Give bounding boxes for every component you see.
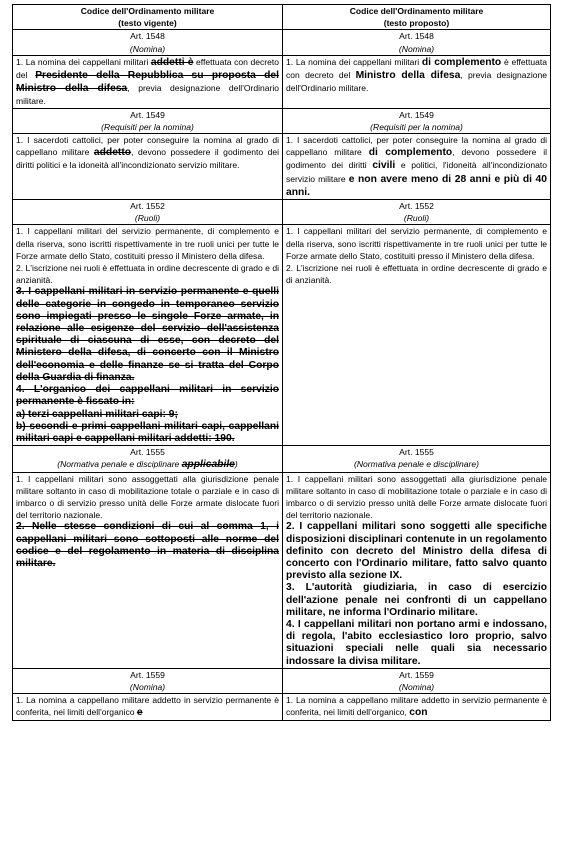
comma-1: 1. La nomina a cappellano militare addetto in servizio permanente è conferita, nei limiti dell'organico, con <box>286 695 547 719</box>
deleted-text: addetto <box>93 147 132 159</box>
inserted-text: di complemento <box>368 147 453 159</box>
article-number: Art. 1549 <box>399 109 434 120</box>
right-article-heading <box>283 668 551 693</box>
inserted-comma-2: 2. I cappellani militari sono soggetti alle specifiche disposizioni disciplinari contenute in un regolamento definito con decreto del Ministro della difesa di concerto con l'Ordinario militare, fatto salvo quanto previsto alla sezione IX. <box>286 521 547 582</box>
right-article-text <box>283 55 551 108</box>
comparison-table <box>12 4 551 721</box>
left-article-text <box>13 55 283 108</box>
comma-2: 2. L'iscrizione nei ruoli è effettuata in ordine decrescente di grado e di anzianità. <box>16 263 279 286</box>
article-text-row <box>13 694 551 720</box>
article-number: Art. 1555 <box>399 447 434 458</box>
right-article-text <box>283 134 551 200</box>
right-column-header <box>283 5 551 30</box>
right-article-heading <box>283 30 551 55</box>
left-column-subtitle: (testo vigente) <box>118 18 177 29</box>
right-article-heading <box>283 108 551 133</box>
left-article-text <box>13 694 283 720</box>
left-article-heading <box>13 30 283 55</box>
right-article-text <box>283 694 551 720</box>
left-column-header <box>13 5 283 30</box>
comma-1: 1. I sacerdoti cattolici, per poter conseguire la nomina al grado di cappellano militare addetto, devono possedere il godimento dei diritti politici e la idoneità all'incondizionato servizio militare. <box>16 135 279 171</box>
comma-1: 1. La nomina a cappellano militare addetto in servizio permanente è conferita, nei limiti dell'organico e <box>16 695 279 719</box>
article-text-row <box>13 55 551 108</box>
article-heading-row <box>13 30 551 55</box>
comma-1: 1. I sacerdoti cattolici, per poter conseguire la nomina al grado di cappellano militare di complemento, devono possedere il godimento dei diritti civili e politici, l'idoneità all'incondizionato servizio militare e non avere meno di 28 anni e più di 40 anni. <box>286 135 548 198</box>
article-title: (Requisiti per la nomina) <box>101 121 194 132</box>
article-title: (Nomina) <box>129 681 166 692</box>
inserted-comma-3: 3. L'autorità giudiziaria, in caso di esercizio dell'azione penale nei confronti di un cappellano militare, ne informa l'Ordinario militare. <box>286 582 547 618</box>
deleted-comma-4-a: a) terzi cappellani militari capi: 9; <box>16 408 178 420</box>
article-number: Art. 1559 <box>130 669 165 680</box>
article-heading-row <box>13 200 551 225</box>
comma-1: 1. I cappellani militari sono assoggettati alla giurisdizione penale militare soltanto in caso di mobilitazione totale o parziale e in caso di imbarco o di servizio presso unità delle Forze armate dislocate fuori del territorio nazionale. <box>16 473 279 521</box>
right-column-subtitle: (testo proposto) <box>383 18 450 29</box>
left-article-heading <box>13 446 283 472</box>
article-text-row <box>13 134 551 200</box>
right-article-heading <box>283 200 551 225</box>
article-title: (Nomina) <box>129 43 166 54</box>
right-article-text <box>283 472 551 668</box>
comma-1: 1. I cappellani militari sono assoggettati alla giurisdizione penale militare soltanto in caso di mobilitazione totale o parziale e in caso di imbarco o di servizio presso unità delle Forze armate dislocate fuori del territorio nazionale. <box>286 473 547 521</box>
article-number: Art. 1552 <box>130 201 165 212</box>
header-row <box>13 5 551 30</box>
left-article-text <box>13 472 283 668</box>
article-title: (Requisiti per la nomina) <box>370 121 463 132</box>
comma-1: 1. La nomina dei cappellani militari addetti è effettuata con decreto del Presidente della Repubblica su proposta del Ministro della difesa, previa designazione dell'Ordinario militare. <box>16 56 280 107</box>
comma-1: 1. La nomina dei cappellani militari di complemento è effettuata con decreto del Ministro della difesa, previa designazione dell'Ordinario militare. <box>286 56 548 94</box>
inserted-text: con <box>409 707 428 719</box>
left-article-text <box>13 134 283 200</box>
inserted-text: Ministro della difesa <box>355 70 461 82</box>
article-title: (Normativa penale e disciplinare) <box>354 459 479 470</box>
comma-2: 2. L'iscrizione nei ruoli è effettuata in ordine decrescente di grado e di anzianità. <box>286 263 547 286</box>
article-title: (Normativa penale e disciplinare applicabile) <box>57 459 238 471</box>
comma-1: 1. I cappellani militari del servizio permanente, di complemento e della riserva, sono iscritti rispettivamente in tre ruoli unici per tutte le Forze armate dello Stato, costituiti presso il Ministero della difesa. <box>286 226 547 261</box>
article-heading-row <box>13 668 551 693</box>
right-column-title: Codice dell'Ordinamento militare <box>349 6 484 16</box>
article-title: (Ruoli) <box>134 213 161 224</box>
deleted-comma-2: 2. Nelle stesse condizioni di cui al comma 1, i cappellani militari sono sottoposti alle norme del codice e del regolamento in materia di disciplina militare. <box>16 521 279 569</box>
left-article-heading <box>13 668 283 693</box>
left-article-text <box>13 225 283 446</box>
article-number: Art. 1548 <box>130 31 165 42</box>
article-number: Art. 1548 <box>399 31 434 42</box>
inserted-comma-4: 4. I cappellani militari non portano armi e indossano, di regola, l'abito ecclesiastico loro proprio, salvo situazioni speciali nelle quali sia necessario indossare la divisa militare. <box>286 618 547 667</box>
inserted-text: e non avere meno di 28 anni e più di 40 anni. <box>286 173 547 198</box>
article-text-row <box>13 472 551 668</box>
article-heading-row <box>13 446 551 472</box>
article-text-row <box>13 225 551 446</box>
inserted-text: di complemento <box>421 56 502 68</box>
deleted-text: addetti è <box>150 56 194 68</box>
deleted-comma-4: 4. L'organico dei cappellani militari in servizio permanente è fissato in: <box>16 384 279 408</box>
article-title: (Nomina) <box>398 43 435 54</box>
left-article-heading <box>13 200 283 225</box>
article-number: Art. 1559 <box>399 669 434 680</box>
deleted-comma-4-b: b) secondi e primi cappellani militari capi, cappellani militari capi e cappellani militari addetti: 190. <box>16 420 279 444</box>
inserted-text: civili <box>372 160 396 172</box>
article-number: Art. 1552 <box>399 201 434 212</box>
article-number: Art. 1555 <box>130 447 165 458</box>
article-number: Art. 1549 <box>130 109 165 120</box>
comma-1: 1. I cappellani militari del servizio permanente, di complemento e della riserva, sono iscritti rispettivamente in tre ruoli unici per tutte le Forze armate dello Stato, costituiti presso il Ministero della difesa. <box>16 226 279 261</box>
article-title: (Nomina) <box>398 681 435 692</box>
deleted-text: e <box>136 707 143 719</box>
deleted-comma-3: 3. I cappellani militari in servizio permanente e quelli delle categorie in congedo in temporaneo servizio sono impiegati presso le singole Forze armate, in relazione alle esigenze del servizio dell'assistenza spirituale di ciascuna di esse, con decreto del Ministero della difesa, di concerto con il Ministro dell'economia e delle finanze se si tratta del Corpo della Guardia di finanza. <box>16 286 279 383</box>
deleted-text: applicabile <box>181 459 235 471</box>
article-title: (Ruoli) <box>403 213 430 224</box>
left-column-title: Codice dell'Ordinamento militare <box>80 6 215 16</box>
right-article-text <box>283 225 551 446</box>
deleted-text: Presidente della Repubblica su proposta del Ministro della difesa <box>16 70 280 95</box>
left-article-heading <box>13 108 283 133</box>
right-article-heading <box>283 446 551 472</box>
article-heading-row <box>13 108 551 133</box>
